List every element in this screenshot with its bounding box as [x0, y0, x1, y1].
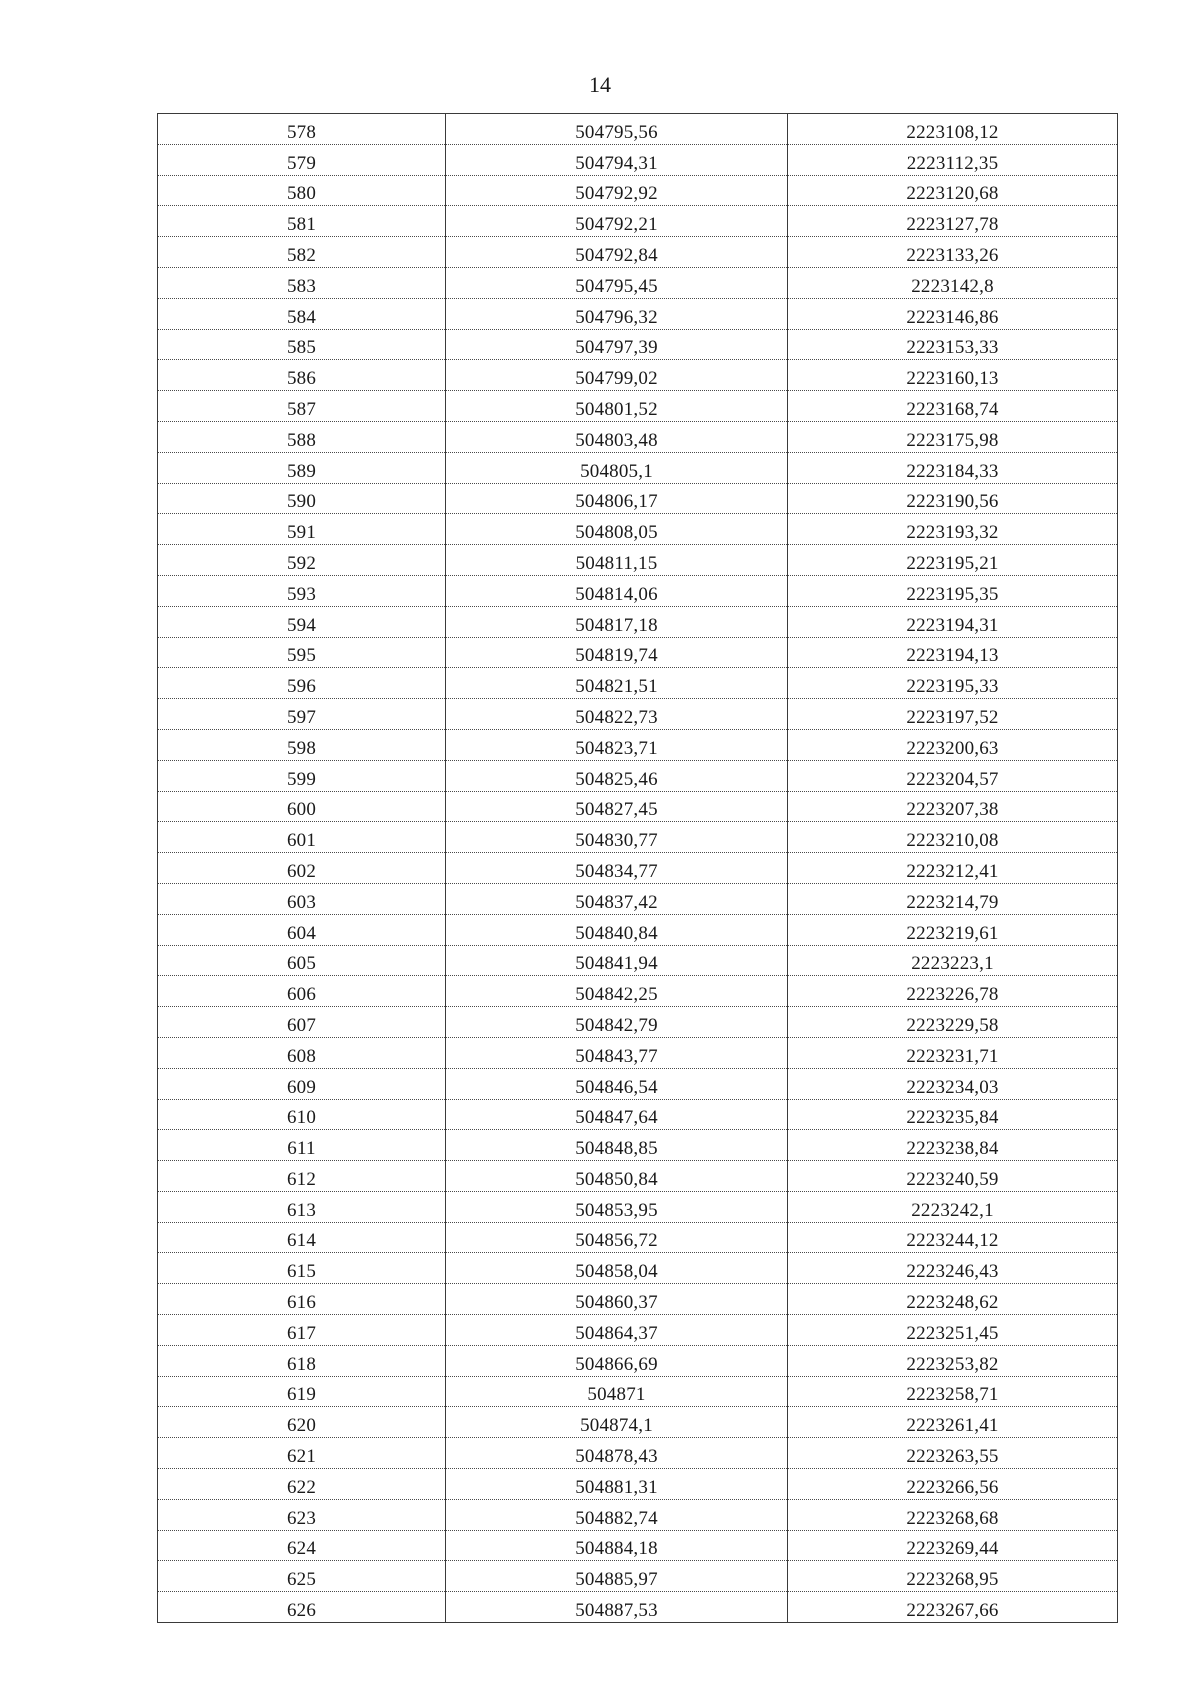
x-coordinate-cell: 504830,77: [446, 822, 788, 853]
point-number-cell: 613: [158, 1191, 446, 1222]
x-coordinate-cell: 504874,1: [446, 1407, 788, 1438]
y-coordinate-cell: 2223168,74: [788, 391, 1118, 422]
point-number-cell: 598: [158, 729, 446, 760]
x-coordinate-cell: 504847,64: [446, 1099, 788, 1130]
x-coordinate-cell: 504843,77: [446, 1037, 788, 1068]
y-coordinate-cell: 2223269,44: [788, 1530, 1118, 1561]
table-row: [158, 791, 1118, 822]
table-row: [158, 822, 1118, 853]
y-coordinate-cell: 2223234,03: [788, 1068, 1118, 1099]
x-coordinate-cell: 504871: [446, 1376, 788, 1407]
x-coordinate-cell: 504881,31: [446, 1469, 788, 1500]
table-row: [158, 668, 1118, 699]
y-coordinate-cell: 2223207,38: [788, 791, 1118, 822]
table-row: [158, 1592, 1118, 1623]
x-coordinate-cell: 504827,45: [446, 791, 788, 822]
point-number-cell: 589: [158, 452, 446, 483]
y-coordinate-cell: 2223267,66: [788, 1592, 1118, 1623]
y-coordinate-cell: 2223263,55: [788, 1438, 1118, 1469]
point-number-cell: 600: [158, 791, 446, 822]
table-row: [158, 637, 1118, 668]
x-coordinate-cell: 504792,92: [446, 175, 788, 206]
y-coordinate-cell: 2223235,84: [788, 1099, 1118, 1130]
x-coordinate-cell: 504878,43: [446, 1438, 788, 1469]
x-coordinate-cell: 504795,45: [446, 267, 788, 298]
point-number-cell: 612: [158, 1161, 446, 1192]
x-coordinate-cell: 504808,05: [446, 514, 788, 545]
y-coordinate-cell: 2223242,1: [788, 1191, 1118, 1222]
y-coordinate-cell: 2223112,35: [788, 144, 1118, 175]
x-coordinate-cell: 504803,48: [446, 421, 788, 452]
y-coordinate-cell: 2223195,35: [788, 575, 1118, 606]
x-coordinate-cell: 504825,46: [446, 760, 788, 791]
x-coordinate-cell: 504858,04: [446, 1253, 788, 1284]
point-number-cell: 587: [158, 391, 446, 422]
table-row: [158, 914, 1118, 945]
point-number-cell: 610: [158, 1099, 446, 1130]
point-number-cell: 580: [158, 175, 446, 206]
table-row: [158, 329, 1118, 360]
table-row: [158, 976, 1118, 1007]
point-number-cell: 619: [158, 1376, 446, 1407]
y-coordinate-cell: 2223153,33: [788, 329, 1118, 360]
x-coordinate-cell: 504834,77: [446, 853, 788, 884]
table-row: [158, 575, 1118, 606]
point-number-cell: 588: [158, 421, 446, 452]
y-coordinate-cell: 2223194,13: [788, 637, 1118, 668]
table-row: [158, 237, 1118, 268]
x-coordinate-cell: 504822,73: [446, 699, 788, 730]
x-coordinate-cell: 504811,15: [446, 545, 788, 576]
table-row: [158, 606, 1118, 637]
table-row: [158, 483, 1118, 514]
table-row: [158, 360, 1118, 391]
coordinates-table-body: [158, 114, 1118, 1623]
point-number-cell: 581: [158, 206, 446, 237]
y-coordinate-cell: 2223214,79: [788, 883, 1118, 914]
y-coordinate-cell: 2223268,68: [788, 1499, 1118, 1530]
y-coordinate-cell: 2223212,41: [788, 853, 1118, 884]
y-coordinate-cell: 2223127,78: [788, 206, 1118, 237]
table-row: [158, 545, 1118, 576]
point-number-cell: 625: [158, 1561, 446, 1592]
table-row: [158, 760, 1118, 791]
point-number-cell: 578: [158, 114, 446, 145]
table-row: [158, 1191, 1118, 1222]
point-number-cell: 597: [158, 699, 446, 730]
x-coordinate-cell: 504821,51: [446, 668, 788, 699]
x-coordinate-cell: 504794,31: [446, 144, 788, 175]
x-coordinate-cell: 504842,25: [446, 976, 788, 1007]
table-row: [158, 175, 1118, 206]
point-number-cell: 590: [158, 483, 446, 514]
y-coordinate-cell: 2223190,56: [788, 483, 1118, 514]
table-row: [158, 421, 1118, 452]
point-number-cell: 618: [158, 1345, 446, 1376]
y-coordinate-cell: 2223108,12: [788, 114, 1118, 145]
y-coordinate-cell: 2223120,68: [788, 175, 1118, 206]
y-coordinate-cell: 2223251,45: [788, 1315, 1118, 1346]
point-number-cell: 603: [158, 883, 446, 914]
y-coordinate-cell: 2223197,52: [788, 699, 1118, 730]
y-coordinate-cell: 2223261,41: [788, 1407, 1118, 1438]
x-coordinate-cell: 504796,32: [446, 298, 788, 329]
x-coordinate-cell: 504860,37: [446, 1284, 788, 1315]
x-coordinate-cell: 504841,94: [446, 945, 788, 976]
x-coordinate-cell: 504840,84: [446, 914, 788, 945]
point-number-cell: 624: [158, 1530, 446, 1561]
y-coordinate-cell: 2223133,26: [788, 237, 1118, 268]
y-coordinate-cell: 2223258,71: [788, 1376, 1118, 1407]
y-coordinate-cell: 2223195,21: [788, 545, 1118, 576]
x-coordinate-cell: 504882,74: [446, 1499, 788, 1530]
point-number-cell: 602: [158, 853, 446, 884]
table-row: [158, 1161, 1118, 1192]
point-number-cell: 592: [158, 545, 446, 576]
x-coordinate-cell: 504817,18: [446, 606, 788, 637]
y-coordinate-cell: 2223210,08: [788, 822, 1118, 853]
y-coordinate-cell: 2223175,98: [788, 421, 1118, 452]
point-number-cell: 605: [158, 945, 446, 976]
table-row: [158, 144, 1118, 175]
x-coordinate-cell: 504792,21: [446, 206, 788, 237]
y-coordinate-cell: 2223184,33: [788, 452, 1118, 483]
x-coordinate-cell: 504842,79: [446, 1007, 788, 1038]
table-row: [158, 514, 1118, 545]
page-number: 14: [589, 72, 611, 97]
point-number-cell: 620: [158, 1407, 446, 1438]
point-number-cell: 623: [158, 1499, 446, 1530]
x-coordinate-cell: 504884,18: [446, 1530, 788, 1561]
x-coordinate-cell: 504885,97: [446, 1561, 788, 1592]
y-coordinate-cell: 2223244,12: [788, 1222, 1118, 1253]
point-number-cell: 594: [158, 606, 446, 637]
table-row: [158, 298, 1118, 329]
table-row: [158, 945, 1118, 976]
x-coordinate-cell: 504792,84: [446, 237, 788, 268]
point-number-cell: 617: [158, 1315, 446, 1346]
x-coordinate-cell: 504801,52: [446, 391, 788, 422]
x-coordinate-cell: 504806,17: [446, 483, 788, 514]
point-number-cell: 626: [158, 1592, 446, 1623]
table-row: [158, 452, 1118, 483]
table-row: [158, 391, 1118, 422]
table-row: [158, 267, 1118, 298]
table-row: [158, 1007, 1118, 1038]
point-number-cell: 599: [158, 760, 446, 791]
point-number-cell: 595: [158, 637, 446, 668]
point-number-cell: 614: [158, 1222, 446, 1253]
point-number-cell: 591: [158, 514, 446, 545]
x-coordinate-cell: 504853,95: [446, 1191, 788, 1222]
y-coordinate-cell: 2223240,59: [788, 1161, 1118, 1192]
point-number-cell: 601: [158, 822, 446, 853]
y-coordinate-cell: 2223231,71: [788, 1037, 1118, 1068]
x-coordinate-cell: 504866,69: [446, 1345, 788, 1376]
point-number-cell: 615: [158, 1253, 446, 1284]
point-number-cell: 593: [158, 575, 446, 606]
table-row: [158, 1499, 1118, 1530]
y-coordinate-cell: 2223266,56: [788, 1469, 1118, 1500]
y-coordinate-cell: 2223219,61: [788, 914, 1118, 945]
y-coordinate-cell: 2223246,43: [788, 1253, 1118, 1284]
y-coordinate-cell: 2223223,1: [788, 945, 1118, 976]
table-row: [158, 1530, 1118, 1561]
table-row: [158, 1099, 1118, 1130]
x-coordinate-cell: 504856,72: [446, 1222, 788, 1253]
table-row: [158, 1315, 1118, 1346]
x-coordinate-cell: 504797,39: [446, 329, 788, 360]
table-row: [158, 1561, 1118, 1592]
point-number-cell: 582: [158, 237, 446, 268]
table-row: [158, 729, 1118, 760]
table-row: [158, 1284, 1118, 1315]
y-coordinate-cell: 2223268,95: [788, 1561, 1118, 1592]
y-coordinate-cell: 2223200,63: [788, 729, 1118, 760]
x-coordinate-cell: 504848,85: [446, 1130, 788, 1161]
point-number-cell: 585: [158, 329, 446, 360]
y-coordinate-cell: 2223194,31: [788, 606, 1118, 637]
table-row: [158, 114, 1118, 145]
point-number-cell: 604: [158, 914, 446, 945]
point-number-cell: 611: [158, 1130, 446, 1161]
table-row: [158, 1037, 1118, 1068]
table-row: [158, 1376, 1118, 1407]
y-coordinate-cell: 2223142,8: [788, 267, 1118, 298]
point-number-cell: 622: [158, 1469, 446, 1500]
table-row: [158, 853, 1118, 884]
point-number-cell: 584: [158, 298, 446, 329]
point-number-cell: 583: [158, 267, 446, 298]
x-coordinate-cell: 504846,54: [446, 1068, 788, 1099]
point-number-cell: 607: [158, 1007, 446, 1038]
table-row: [158, 206, 1118, 237]
x-coordinate-cell: 504837,42: [446, 883, 788, 914]
point-number-cell: 586: [158, 360, 446, 391]
point-number-cell: 616: [158, 1284, 446, 1315]
y-coordinate-cell: 2223253,82: [788, 1345, 1118, 1376]
table-row: [158, 1068, 1118, 1099]
table-row: [158, 1253, 1118, 1284]
y-coordinate-cell: 2223238,84: [788, 1130, 1118, 1161]
x-coordinate-cell: 504864,37: [446, 1315, 788, 1346]
x-coordinate-cell: 504799,02: [446, 360, 788, 391]
x-coordinate-cell: 504887,53: [446, 1592, 788, 1623]
x-coordinate-cell: 504795,56: [446, 114, 788, 145]
point-number-cell: 579: [158, 144, 446, 175]
y-coordinate-cell: 2223204,57: [788, 760, 1118, 791]
x-coordinate-cell: 504823,71: [446, 729, 788, 760]
point-number-cell: 606: [158, 976, 446, 1007]
y-coordinate-cell: 2223146,86: [788, 298, 1118, 329]
table-row: [158, 1222, 1118, 1253]
point-number-cell: 596: [158, 668, 446, 699]
table-row: [158, 883, 1118, 914]
x-coordinate-cell: 504805,1: [446, 452, 788, 483]
table-row: [158, 1407, 1118, 1438]
table-row: [158, 1130, 1118, 1161]
y-coordinate-cell: 2223193,32: [788, 514, 1118, 545]
y-coordinate-cell: 2223248,62: [788, 1284, 1118, 1315]
x-coordinate-cell: 504850,84: [446, 1161, 788, 1192]
point-number-cell: 608: [158, 1037, 446, 1068]
table-row: [158, 699, 1118, 730]
x-coordinate-cell: 504819,74: [446, 637, 788, 668]
table-row: [158, 1469, 1118, 1500]
table-row: [158, 1345, 1118, 1376]
coordinates-table: [157, 113, 1118, 1623]
y-coordinate-cell: 2223226,78: [788, 976, 1118, 1007]
y-coordinate-cell: 2223229,58: [788, 1007, 1118, 1038]
point-number-cell: 621: [158, 1438, 446, 1469]
y-coordinate-cell: 2223195,33: [788, 668, 1118, 699]
y-coordinate-cell: 2223160,13: [788, 360, 1118, 391]
table-row: [158, 1438, 1118, 1469]
point-number-cell: 609: [158, 1068, 446, 1099]
x-coordinate-cell: 504814,06: [446, 575, 788, 606]
